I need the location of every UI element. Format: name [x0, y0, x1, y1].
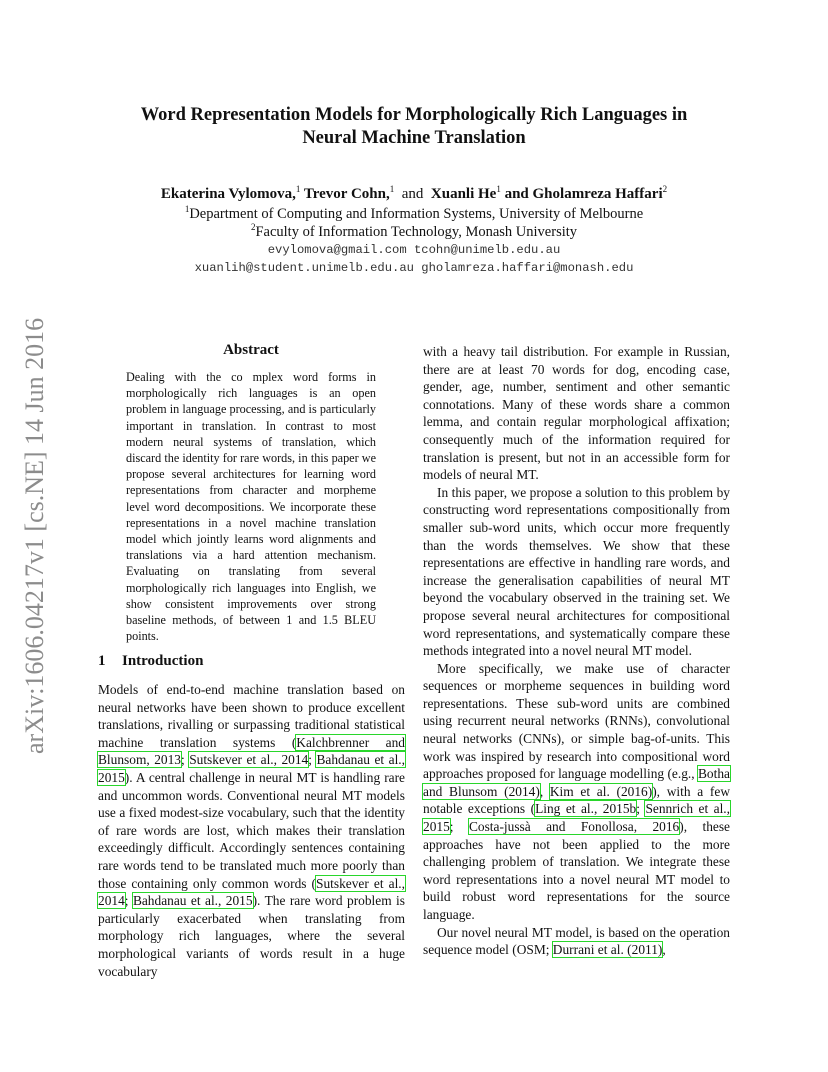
left-column-text [98, 681, 405, 980]
affiliation-2-text: Faculty of Information Technology, Monash University [255, 223, 578, 240]
citation-link[interactable]: Kalchbrenner and Blunsom, 2013 [98, 734, 406, 768]
citation-link[interactable]: Sennrich et al., 2015 [423, 801, 730, 835]
affiliation-1-text: Department of Computing and Information Systems, University of Melbourne [189, 205, 644, 222]
text-run: ). The rare word problem is particularly exacerbated when translating from morphology rich languages, where the several morphological variants of words result in a huge vocabulary [98, 893, 405, 979]
author-2-affil: 1 [389, 184, 395, 194]
text-run: ; [308, 752, 317, 768]
citation-link[interactable]: Botha and Blunsom (2014) [423, 766, 730, 799]
citation-link[interactable]: Bahdanau et al., 2015 [98, 752, 405, 785]
affiliation-1-mark: 1 [184, 204, 190, 214]
section-number: 1 [98, 653, 106, 669]
citation-link[interactable]: Bahdanau et al., 2015 [132, 893, 253, 909]
affiliation-1 [100, 204, 728, 223]
text-run: ; [124, 893, 133, 909]
paragraph-3 [423, 660, 730, 924]
section-title: Introduction [122, 653, 204, 669]
arxiv-id: arXiv:1606.04217v1 [cs.NE] 14 Jun 2016 [20, 317, 49, 754]
affiliation-2 [100, 222, 728, 241]
paper-title [100, 104, 728, 150]
citation-link[interactable]: Sutskever et al., 2014 [189, 752, 309, 768]
abstract-text: Dealing with the co mplex word forms in morphologically rich languages is an open problem in language processing, and is particularly important in translation. In contrast to most modern neural systems of translation, which discard the identity for rare words, in this paper we propose several architectures for learning word representations from character and morpheme level word decompositions. We incorporate these representations in a novel machine translation model which jointly learns word alignments and translations via a hard attention mechanism. Evaluating on translating from several morphologically rich languages into English, we show consistent improvements over strong baseline methods, of between 1 and 1.5 BLEU points. [126, 370, 376, 644]
citation-link[interactable]: Ling et al., 2015b [535, 801, 637, 817]
text-run: , [539, 783, 550, 799]
intro-paragraph-1 [98, 681, 405, 980]
author-and: and [401, 186, 424, 202]
author-3-affil: 1 [496, 184, 501, 194]
citation-link[interactable]: Costa-jussà and Fonollosa, 2016 [468, 819, 680, 835]
arxiv-stamp [12, 290, 72, 770]
citation-link[interactable]: Kim et al. (2016) [549, 783, 653, 799]
text-run: Models of end-to-end machine translation based on neural networks have been shown to produce excellent translations, rivalling or surpassing traditional statistical machine translation systems ( [98, 682, 405, 750]
text-run: ; [449, 819, 469, 835]
author-4-affil: 2 [662, 184, 668, 194]
title-line-1: Word Representation Models for Morphologically Rich Languages in [140, 105, 688, 125]
title-line-2: Neural Machine Translation [302, 128, 526, 148]
paragraph-continued: with a heavy tail distribution. For example in Russian, there are at least 70 words for dog, encoding case, gender, age, number, sentiment and other semantic connotations. Many of these words share a common lemma, and contain regular morphological affixation; consequently much of the information required for translation is present, but not in an accessible form for models of neural MT. [423, 344, 730, 483]
text-run: ). A central challenge in neural MT is handling rare and uncommon words. Conventional neural MT models use a fixed modest-size vocabulary, such that the identity of rare words are lost, which makes their translation exceedingly difficult. Accordingly sentences containing rare words tend to be translated much more poorly than those containing only common words ( [98, 769, 405, 891]
citation-link[interactable]: Durrani et al. (2011) [552, 942, 663, 958]
email-line-1: evylomova@gmail.com tcohn@unimelb.edu.au [267, 243, 561, 257]
paragraph-4 [423, 924, 730, 959]
text-run: , [662, 942, 666, 958]
text-run: ; [180, 752, 190, 768]
text-run: More specifically, we make use of character sequences or morpheme sequences in building word representations. These sub-word units are combined using recurrent neural networks (RNNs), convolutional neural networks (CNNs), or simple bag-of-units. This work was inspired by research into compositional word approaches proposed for language modelling (e.g., [423, 660, 730, 782]
text-run: Our novel neural MT model, is based on the operation sequence model (OSM; [423, 924, 730, 958]
author-2: Trevor Cohn, [303, 186, 390, 202]
author-1-affil: 1 [295, 184, 301, 194]
author-list [100, 184, 728, 203]
email-line-2: xuanlih@student.unimelb.edu.au gholamreza.haffari@monash.edu [194, 261, 634, 275]
author-3: Xuanli He [430, 186, 497, 202]
citation-link[interactable]: Sutskever et al., 2014 [98, 875, 405, 909]
affiliation-2-mark: 2 [250, 222, 256, 232]
text-run: ), with a few notable exceptions ( [423, 783, 730, 817]
abstract-heading: Abstract [223, 342, 279, 358]
right-column-text [423, 343, 730, 959]
author-1: Ekaterina Vylomova, [160, 186, 296, 202]
section-heading [98, 653, 203, 670]
author-4: and Gholamreza Haffari [504, 186, 663, 202]
text-run: ), these approaches have not been applied to the more challenging problem of translation. We integrate these word representations into a novel neural MT model to build robust word representations for the source language. [423, 819, 730, 922]
paragraph-2: In this paper, we propose a solution to this problem by constructing word representations compositionally from smaller sub-word units, which occur more frequently than the words themselves. We show that these representations are effective in handling rare words, and increase the generalisation capabilities of neural MT beyond the vocabulary observed in the training set. We propose several neural architectures for compositional word representations, and systematically compare these methods integrated into a novel neural MT model. [423, 484, 730, 659]
text-run: ; [636, 801, 646, 817]
